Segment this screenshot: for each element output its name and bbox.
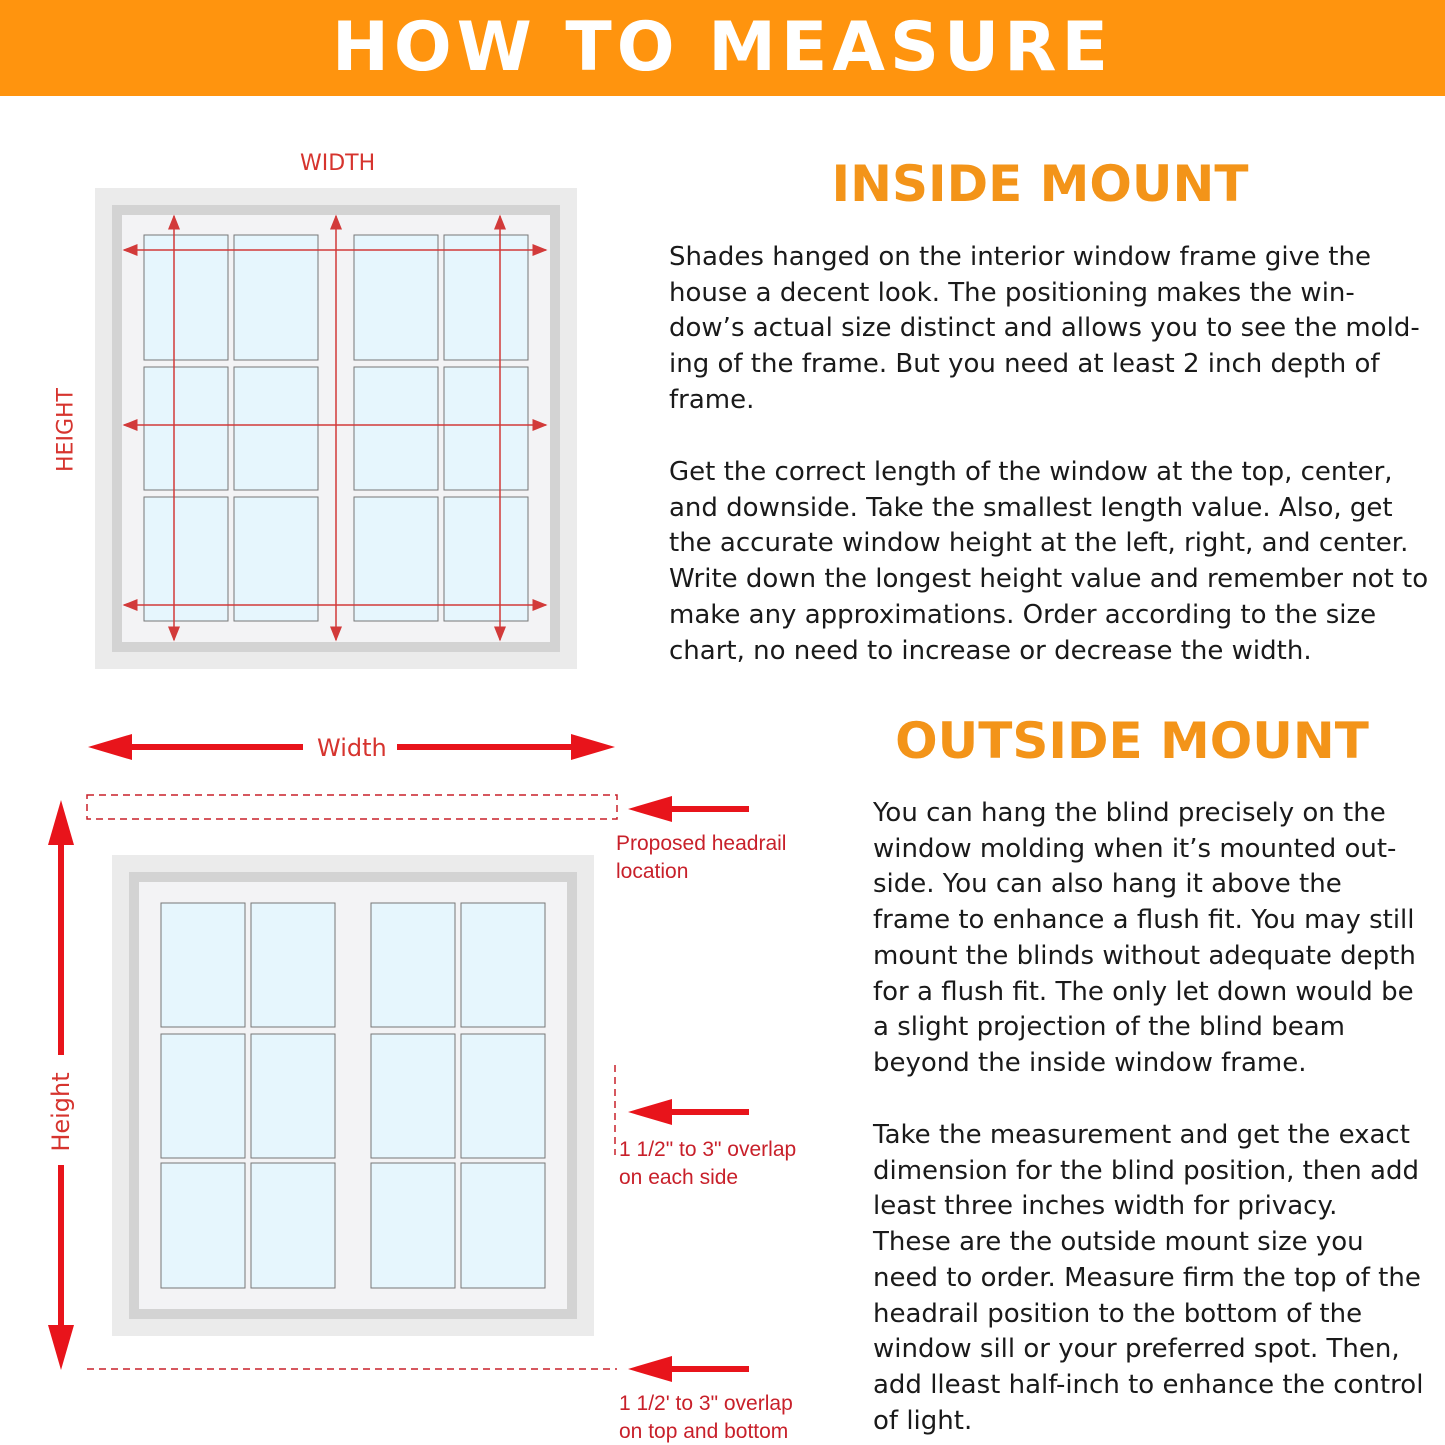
paragraph-line: least three inches width for privacy. (873, 1191, 1338, 1222)
paragraph-line: dow’s actual size distinct and allows you to see the mold- (669, 313, 1420, 344)
paragraph-line: side. You can also hang it above the (873, 869, 1342, 900)
paragraph-line: chart, no need to increase or decrease the width. (669, 635, 1312, 666)
paragraph-line: make any approximations. Order according to the size (669, 599, 1377, 630)
height-arrow-bottom-head (48, 1325, 74, 1370)
paragraph-line: Take the measurement and get the exact (873, 1120, 1410, 1150)
inside-width-label: WIDTH (300, 151, 376, 176)
paragraph-line: house a decent look. The positioning makes the win- (669, 277, 1355, 308)
window-pane (161, 903, 245, 1027)
height-arrow-top-head (48, 800, 74, 845)
outside-mount-paragraph-2 (873, 1118, 1423, 1439)
paragraph-line: ing of the frame. But you need at least 2 inch depth of (669, 349, 1380, 380)
note-line: location (616, 860, 689, 883)
window-pane (444, 367, 528, 490)
paragraph-line: frame to enhance a flush fit. You may still (873, 905, 1415, 936)
headrail-pointer-arrow-head (628, 796, 672, 822)
paragraph-line: These are the outside mount size you (873, 1227, 1364, 1258)
window-pane (354, 235, 438, 360)
side-overlap-note (619, 1136, 796, 1192)
side-overlap-pointer-arrow-head (628, 1099, 672, 1125)
outside-mount-heading: OUTSIDE MOUNT (895, 712, 1369, 770)
note-line: 1 1/2" to 3" overlap (619, 1138, 797, 1161)
paragraph-line: and downside. Take the smallest length value. Also, get (669, 492, 1393, 523)
window-pane (371, 903, 455, 1027)
paragraph-line: Write down the longest height value and remember not to (669, 564, 1429, 595)
paragraph-line: window sill or your preferred spot. Then, (873, 1334, 1400, 1365)
note-line: Proposed headrail (616, 832, 787, 855)
paragraph-line: Shades hanged on the interior window frame give the (669, 242, 1371, 272)
outside-width-label: Width (317, 734, 387, 762)
note-line: on top and bottom (619, 1420, 789, 1443)
outside-height-label: Height (47, 1066, 75, 1157)
window-pane (234, 367, 318, 490)
window-pane (371, 1163, 455, 1288)
window-pane (371, 1034, 455, 1158)
window-pane (354, 497, 438, 621)
window-pane (144, 367, 228, 490)
window-pane (461, 1034, 545, 1158)
note-line: 1 1/2' to 3" overlap (619, 1392, 793, 1415)
paragraph-line: the accurate window height at the left, right, and center. (669, 528, 1409, 559)
window-pane (251, 903, 335, 1027)
paragraph-line: frame. (669, 384, 755, 415)
inside-mount-paragraph-1 (669, 240, 1420, 419)
window-pane (354, 367, 438, 490)
page-title: HOW TO MEASURE (331, 8, 1113, 87)
window-pane (161, 1034, 245, 1158)
paragraph-line: for a flush fit. The only let down would be (873, 976, 1414, 1007)
outside-mount-paragraph-1 (873, 796, 1416, 1082)
width-arrow-right-head (571, 734, 615, 760)
paragraph-line: dimension for the blind position, then add (873, 1155, 1419, 1186)
paragraph-line: beyond the inside window frame. (873, 1047, 1307, 1078)
paragraph-line: add lleast half-inch to enhance the control (873, 1369, 1424, 1400)
window-pane (461, 1163, 545, 1288)
inside-height-label: HEIGHT (53, 388, 79, 472)
paragraph-line: mount the blinds without adequate depth (873, 940, 1416, 971)
inside-mount-paragraph-2 (669, 455, 1428, 669)
window-pane (251, 1163, 335, 1288)
bottom-overlap-pointer-arrow-head (628, 1356, 672, 1382)
window-pane (444, 235, 528, 360)
window-pane (234, 497, 318, 621)
note-line: on each side (619, 1166, 739, 1189)
paragraph-line: need to order. Measure firm the top of the (873, 1262, 1421, 1293)
window-pane (144, 235, 228, 360)
paragraph-line: a slight projection of the blind beam (873, 1012, 1345, 1043)
headrail-dashed-outline (87, 795, 617, 819)
paragraph-line: window molding when it’s mounted out- (873, 833, 1397, 864)
window-pane (444, 497, 528, 621)
window-pane (251, 1034, 335, 1158)
headrail-note (616, 830, 786, 886)
window-pane (161, 1163, 245, 1288)
width-arrow-left-head (88, 734, 132, 760)
inside-mount-heading: INSIDE MOUNT (831, 155, 1249, 213)
window-pane (234, 235, 318, 360)
top-bottom-overlap-note (619, 1390, 793, 1445)
paragraph-line: headrail position to the bottom of the (873, 1298, 1363, 1329)
window-pane (461, 903, 545, 1027)
paragraph-line: of light. (873, 1405, 973, 1436)
paragraph-line: You can hang the blind precisely on the (873, 798, 1386, 828)
window-pane (144, 497, 228, 621)
paragraph-line: Get the correct length of the window at the top, center, (669, 457, 1393, 487)
